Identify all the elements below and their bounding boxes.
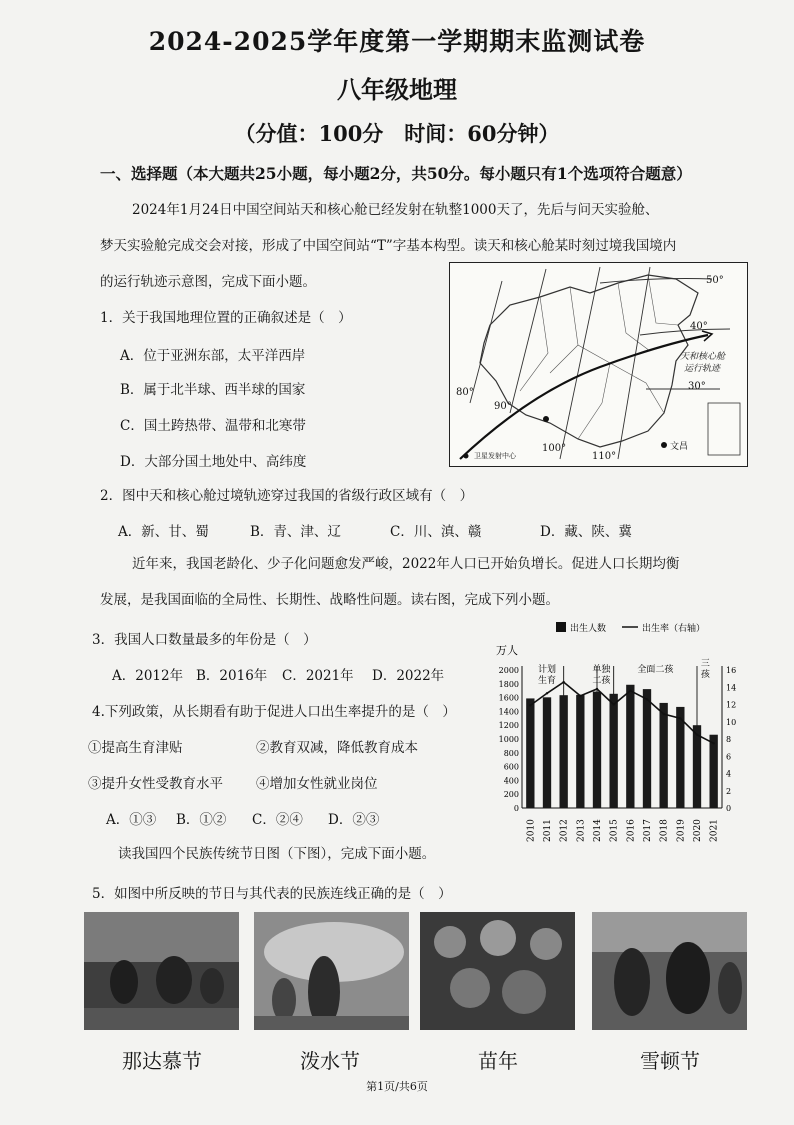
q4-item-1: ①提高生育津贴	[88, 740, 183, 756]
q5-stem: 5．如图中所反映的节日与其代表的民族连线正确的是（ ）	[92, 886, 452, 902]
y-left-tick-label: 0	[513, 804, 519, 813]
birth-rate-point-2012	[562, 681, 564, 683]
q4-option-b: B．①②	[176, 812, 227, 828]
q1-option-b: B．属于北半球、西半球的国家	[120, 382, 306, 398]
birth-rate-point-2011	[546, 692, 548, 694]
orbit-label-1: 天和核心舱	[680, 352, 726, 362]
intro2-line-2: 发展，是我国面临的全局性、长期性、战略性问题。读右图，完成下列小题。	[100, 592, 559, 608]
bar-2011	[543, 697, 551, 808]
x-tick-label: 2015	[609, 819, 620, 842]
festival-caption-1: 那达慕节	[122, 1049, 202, 1073]
bar-2010	[526, 698, 534, 808]
y-right-tick-label: 10	[726, 717, 737, 727]
festival-photo-3	[420, 912, 575, 1030]
q1-option-c: C．国土跨热带、温带和北寒带	[120, 418, 306, 434]
y-right-tick-label: 2	[726, 786, 732, 796]
policy-annotation: 全面二孩	[637, 665, 674, 675]
birth-rate-point-2018	[662, 713, 664, 715]
y-right-tick-label: 14	[726, 683, 737, 693]
y-right-tick-label: 4	[726, 769, 732, 779]
bar-2020	[693, 725, 701, 808]
festival-photo-1-svg	[84, 912, 239, 1030]
orbit-map	[449, 262, 748, 467]
q1-option-d: D．大部分国土地处中、高纬度	[120, 454, 307, 470]
q4-option-d: D．②③	[328, 812, 380, 828]
lon-80-label: 80°	[456, 387, 474, 398]
y-right-tick-label: 0	[726, 804, 732, 813]
q4-item-3: ③提升女性受教育水平	[88, 776, 223, 792]
birth-rate-point-2020	[696, 733, 698, 735]
y-left-tick-label: 1200	[498, 721, 519, 731]
q3-stem: 3．我国人口数量最多的年份是（ ）	[92, 632, 317, 648]
x-tick-label: 2016	[626, 819, 637, 842]
map-legend: 卫星发射中心	[474, 452, 516, 460]
bar-2016	[626, 685, 634, 808]
festival-caption-4: 雪顿节	[640, 1049, 700, 1073]
q4-item-2: ②教育双减，降低教育成本	[256, 740, 418, 756]
y-right-tick-label: 16	[726, 666, 737, 675]
lon-100-label: 100°	[542, 443, 567, 454]
bar-2018	[660, 703, 668, 808]
q3-option-d: D．2022年	[372, 668, 445, 684]
score-time: （分值：100分 时间：60分钟）	[234, 121, 560, 146]
birth-rate-point-2015	[612, 703, 614, 705]
q2-option-c: C．川、滇、赣	[390, 524, 482, 540]
x-tick-label: 2017	[643, 819, 653, 842]
population-chart-svg	[494, 614, 758, 856]
intro-line-2: 梦天实验舱完成交会对接，形成了中国空间站“T”字基本构型。读天和核心舱某时刻过境我国境内	[100, 238, 677, 254]
x-tick-label: 2013	[576, 819, 587, 842]
x-tick-label: 2021	[709, 819, 720, 842]
population-chart	[494, 614, 758, 856]
birth-rate-point-2019	[679, 717, 681, 719]
x-tick-label: 2010	[526, 819, 537, 842]
y-left-tick-label: 600	[503, 762, 519, 772]
birth-rate-point-2013	[579, 695, 581, 697]
y-left-tick-label: 1400	[498, 707, 519, 717]
birth-rate-point-2014	[596, 688, 598, 690]
birth-rate-point-2017	[646, 698, 648, 700]
q4-stem: 4.下列政策，从长期看有助于促进人口出生率提升的是（ ）	[92, 704, 456, 720]
province-lines	[520, 275, 678, 439]
legend-dot	[464, 454, 469, 459]
launch-center-dot	[543, 416, 549, 422]
x-tick-label: 2020	[693, 819, 703, 842]
x-tick-label: 2019	[676, 819, 687, 842]
q1-stem: 1．关于我国地理位置的正确叙述是（ ）	[100, 310, 352, 326]
y-right-tick-label: 6	[726, 752, 732, 762]
q2-option-d: D．藏、陕、冀	[540, 524, 632, 540]
section-heading: 一、选择题（本大题共25小题，每小题2分，共50分。每小题只有1个选项符合题意）	[100, 164, 692, 183]
birth-rate-point-2016	[629, 690, 631, 692]
festival-photo-1	[84, 912, 239, 1030]
legend-line-label: 出生率（右轴）	[642, 624, 706, 634]
q4-option-a: A．①③	[106, 812, 157, 828]
y-right-tick-label: 12	[726, 700, 737, 710]
festival-photo-3-svg	[420, 912, 575, 1030]
q2-stem: 2．图中天和核心舱过境轨迹穿过我国的省级行政区域有（ ）	[100, 488, 474, 504]
festival-photo-2-svg	[254, 912, 409, 1030]
lat-30-label: 30°	[688, 381, 706, 392]
q4-item-4: ④增加女性就业岗位	[256, 776, 378, 792]
q4-option-c: C．②④	[252, 812, 303, 828]
city-label: 文昌	[670, 442, 689, 452]
birth-rate-point-2010	[529, 704, 531, 706]
festival-photo-2	[254, 912, 409, 1030]
bar-2013	[576, 695, 584, 808]
policy-annotation: 孩	[700, 670, 710, 680]
policy-annotation: 二孩	[592, 676, 611, 686]
lon-110-label: 110°	[592, 451, 617, 462]
q2-option-a: A．新、甘、蜀	[118, 524, 209, 540]
bar-2015	[610, 694, 618, 808]
page-footer: 第1页/共6页	[366, 1080, 428, 1093]
y-left-tick-label: 200	[503, 790, 519, 800]
y-right-tick-label: 8	[726, 735, 732, 744]
festival-photo-4	[592, 912, 747, 1030]
birth-rate-point-2021	[712, 742, 714, 744]
bar-2017	[643, 689, 651, 808]
intro3-line: 读我国四个民族传统节日图（下图），完成下面小题。	[118, 846, 436, 862]
x-tick-label: 2018	[659, 819, 670, 842]
bar-2014	[593, 692, 601, 808]
orbit-label-2: 运行轨迹	[684, 364, 721, 374]
festival-caption-2: 泼水节	[300, 1049, 360, 1073]
china-outline	[480, 275, 698, 447]
policy-annotation: 计划	[537, 665, 557, 675]
y-left-tick-label: 2000	[498, 666, 519, 675]
bar-2012	[560, 695, 568, 808]
y-left-tick-label: 400	[503, 776, 519, 786]
x-tick-label: 2014	[593, 819, 603, 842]
legend-bar-swatch	[556, 622, 566, 632]
y-left-tick-label: 800	[503, 748, 519, 758]
bar-2021	[710, 735, 718, 808]
q3-option-b: B．2016年	[196, 668, 268, 684]
intro-line-1: 2024年1月24日中国空间站天和核心舱已经发射在轨整1000天了，先后与问天实验舱、	[132, 202, 659, 218]
y-left-tick-label: 1000	[498, 735, 519, 744]
policy-annotation: 单独	[592, 665, 611, 675]
x-tick-label: 2012	[559, 819, 570, 842]
festival-caption-3: 苗年	[478, 1049, 518, 1073]
wenchang-dot	[661, 442, 667, 448]
q3-option-a: A．2012年	[112, 668, 184, 684]
q2-option-b: B．青、津、辽	[250, 524, 341, 540]
birth-rate-line	[530, 682, 713, 743]
y-left-tick-label: 1600	[498, 693, 519, 703]
q1-option-a: A．位于亚洲东部，太平洋西岸	[120, 348, 306, 364]
legend-bar-label: 出生人数	[570, 624, 607, 634]
lat-50-label: 50°	[706, 275, 724, 286]
y-unit-label: 万人	[496, 644, 518, 657]
exam-subtitle: 八年级地理	[337, 75, 457, 104]
x-tick-label: 2011	[543, 819, 553, 842]
festival-photo-4-svg	[592, 912, 747, 1030]
lat-40-label: 40°	[690, 321, 708, 332]
q3-option-c: C．2021年	[282, 668, 354, 684]
lon-90-label: 90°	[494, 401, 512, 412]
policy-annotation: 生育	[537, 676, 557, 686]
y-left-tick-label: 1800	[498, 679, 519, 689]
intro-line-3: 的运行轨迹示意图，完成下面小题。	[100, 274, 316, 290]
policy-annotation: 三	[700, 659, 710, 669]
exam-title: 2024-2025学年度第一学期期末监测试卷	[148, 27, 646, 56]
intro2-line-1: 近年来，我国老龄化、少子化问题愈发严峻，2022年人口已开始负增长。促进人口长期均衡	[132, 556, 680, 572]
